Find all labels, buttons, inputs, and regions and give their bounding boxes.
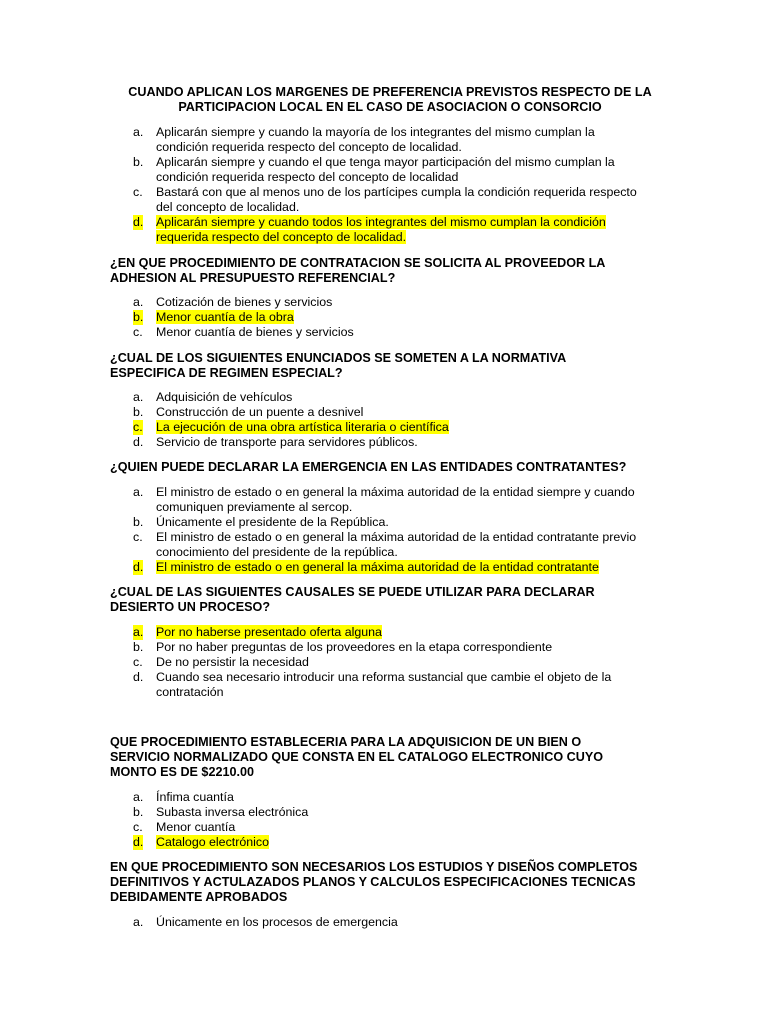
question-title-line: ¿CUAL DE LAS SIGUIENTES CAUSALES SE PUEDE UTILIZAR PARA DECLARAR: [110, 585, 595, 599]
option-d-correct: [0, 835, 768, 850]
option-text: [156, 820, 636, 835]
option-text-line: Cuando sea necesario introducir una reforma sustancial que cambie el objeto de la: [156, 670, 612, 684]
option-text: [156, 155, 636, 185]
option-letter: d.: [133, 835, 144, 849]
option-b: [0, 805, 768, 820]
option-text-line: Aplicarán siempre y cuando la mayoría de los integrantes del mismo cumplan la: [156, 125, 595, 139]
option-letter: d.: [133, 215, 144, 229]
option-text: [156, 405, 636, 420]
highlighted-answer-line: La ejecución de una obra artística literaria o científica: [156, 420, 449, 434]
question-3-title: [110, 351, 670, 381]
option-text: [156, 515, 636, 530]
option-text: [156, 215, 636, 245]
option-text-line: Bastará con que al menos uno de los partícipes cumpla la condición requerida respecto: [156, 185, 637, 199]
option-text: [156, 640, 636, 655]
question-title-line: DEBIDAMENTE APROBADOS: [110, 890, 288, 904]
option-text: [156, 185, 636, 215]
option-text: [156, 560, 636, 575]
option-b: [0, 640, 768, 655]
option-letter: c.: [133, 820, 143, 834]
option-text-line: Menor cuantía de bienes y servicios: [156, 325, 354, 339]
option-c: [0, 820, 768, 835]
option-text-line: Ínfima cuantía: [156, 790, 234, 804]
option-text: [156, 805, 636, 820]
option-text: [156, 310, 636, 325]
question-5-title: [110, 585, 670, 615]
option-text: [156, 420, 636, 435]
question-4-title: [110, 460, 670, 475]
option-text-line: El ministro de estado o en general la máxima autoridad de la entidad contratante previo: [156, 530, 637, 544]
option-d: [0, 435, 768, 450]
option-text: [156, 790, 636, 805]
option-c-correct: [0, 420, 768, 435]
option-c: [0, 655, 768, 670]
question-title-line: EN QUE PROCEDIMIENTO SON NECESARIOS LOS ESTUDIOS Y DISEÑOS COMPLETOS: [110, 860, 638, 874]
question-title-line: ¿EN QUE PROCEDIMIENTO DE CONTRATACION SE SOLICITA AL PROVEEDOR LA: [110, 256, 606, 270]
option-letter: a.: [133, 485, 144, 499]
question-title-line: ¿CUAL DE LOS SIGUIENTES ENUNCIADOS SE SOMETEN A LA NORMATIVA: [110, 351, 567, 365]
option-text-line: Por no haber preguntas de los proveedores en la etapa correspondiente: [156, 640, 553, 654]
option-c: [0, 530, 768, 560]
question-title-line: ESPECIFICA DE REGIMEN ESPECIAL?: [110, 366, 343, 380]
option-letter: b.: [133, 310, 144, 324]
option-text-line: contratación: [156, 685, 224, 699]
question-7-options: [0, 915, 768, 930]
option-text-line: Cotización de bienes y servicios: [156, 295, 333, 309]
option-letter: c.: [133, 530, 143, 544]
question-2-options: [0, 295, 768, 340]
option-text-line: condición requerida respecto del concepto de localidad.: [156, 140, 462, 154]
option-letter: c.: [133, 655, 143, 669]
question-title-line: PARTICIPACION LOCAL EN EL CASO DE ASOCIACION O CONSORCIO: [178, 100, 602, 114]
option-a: [0, 790, 768, 805]
option-letter: d.: [133, 435, 144, 449]
question-1-title: [110, 85, 670, 115]
option-text: [156, 295, 636, 310]
option-letter: a.: [133, 125, 144, 139]
option-text-line: Construcción de un puente a desnivel: [156, 405, 364, 419]
option-text-line: conocimiento del presidente de la república.: [156, 545, 398, 559]
question-4-options: [0, 485, 768, 575]
option-text: [156, 390, 636, 405]
option-a: [0, 295, 768, 310]
option-text-line: De no persistir la necesidad: [156, 655, 309, 669]
option-b: [0, 515, 768, 530]
option-text: [156, 915, 636, 930]
option-text-line: El ministro de estado o en general la máxima autoridad de la entidad siempre y cuando: [156, 485, 635, 499]
question-title-line: MONTO ES DE $2210.00: [110, 765, 254, 779]
question-title-line: DEFINITIVOS Y ACTULAZADOS PLANOS Y CALCULOS ESPECIFICACIONES TECNICAS: [110, 875, 636, 889]
option-letter: c.: [133, 185, 143, 199]
option-c: [0, 185, 768, 215]
option-text: [156, 325, 636, 340]
option-letter: a.: [133, 390, 144, 404]
option-text-line: del concepto de localidad.: [156, 200, 300, 214]
option-a: [0, 915, 768, 930]
option-b: [0, 155, 768, 185]
question-title-line: ADHESION AL PRESUPUESTO REFERENCIAL?: [110, 271, 396, 285]
option-b-correct: [0, 310, 768, 325]
option-text-line: Aplicarán siempre y cuando el que tenga mayor participación del mismo cumplan la: [156, 155, 615, 169]
option-text: [156, 835, 636, 850]
option-text: [156, 485, 636, 515]
option-letter: d.: [133, 560, 144, 574]
question-7-title: [110, 860, 670, 905]
option-letter: b.: [133, 515, 144, 529]
question-title-line: CUANDO APLICAN LOS MARGENES DE PREFERENCIA PREVISTOS RESPECTO DE LA: [128, 85, 652, 99]
option-letter: d.: [133, 670, 144, 684]
question-6-options: [0, 790, 768, 850]
option-text: [156, 530, 636, 560]
option-letter: a.: [133, 295, 144, 309]
option-letter: a.: [133, 625, 144, 639]
option-text-line: condición requerida respecto del concepto de localidad: [156, 170, 459, 184]
option-letter: c.: [133, 325, 143, 339]
option-letter: c.: [133, 420, 143, 434]
highlighted-answer-line: Por no haberse presentado oferta alguna: [156, 625, 382, 639]
question-title-line: SERVICIO NORMALIZADO QUE CONSTA EN EL CATALOGO ELECTRONICO CUYO: [110, 750, 604, 764]
option-a: [0, 125, 768, 155]
option-d: [0, 670, 768, 700]
option-letter: a.: [133, 790, 144, 804]
question-title-line: ¿QUIEN PUEDE DECLARAR LA EMERGENCIA EN LAS ENTIDADES CONTRATANTES?: [110, 460, 627, 474]
option-text-line: Servicio de transporte para servidores públicos.: [156, 435, 418, 449]
option-text: [156, 125, 636, 155]
option-text-line: Únicamente en los procesos de emergencia: [156, 915, 398, 929]
option-d-correct: [0, 560, 768, 575]
highlighted-answer-line: Menor cuantía de la obra: [156, 310, 294, 324]
option-text: [156, 655, 636, 670]
option-text: [156, 670, 636, 700]
option-text-line: Menor cuantía: [156, 820, 236, 834]
highlighted-answer-line: El ministro de estado o en general la máxima autoridad de la entidad contratante: [156, 560, 599, 574]
option-letter: b.: [133, 155, 144, 169]
highlighted-answer-line: Catalogo electrónico: [156, 835, 269, 849]
highlighted-answer-line: Aplicarán siempre y cuando todos los integrantes del mismo cumplan la condición: [156, 215, 606, 229]
option-a-correct: [0, 625, 768, 640]
option-letter: b.: [133, 640, 144, 654]
question-3-options: [0, 390, 768, 450]
option-text-line: Adquisición de vehículos: [156, 390, 293, 404]
option-d-correct: [0, 215, 768, 245]
option-a: [0, 485, 768, 515]
option-b: [0, 405, 768, 420]
question-1-options: [0, 125, 768, 245]
question-6-title: [110, 735, 670, 780]
question-title-line: DESIERTO UN PROCESO?: [110, 600, 271, 614]
highlighted-answer-line: requerida respecto del concepto de localidad.: [156, 230, 407, 244]
question-5-options: [0, 625, 768, 700]
option-c: [0, 325, 768, 340]
option-letter: b.: [133, 405, 144, 419]
question-2-title: [110, 256, 670, 286]
option-text: [156, 435, 636, 450]
option-text: [156, 625, 636, 640]
option-text-line: comuniquen previamente al sercop.: [156, 500, 353, 514]
option-letter: b.: [133, 805, 144, 819]
option-a: [0, 390, 768, 405]
option-text-line: Subasta inversa electrónica: [156, 805, 309, 819]
option-letter: a.: [133, 915, 144, 929]
question-title-line: QUE PROCEDIMIENTO ESTABLECERIA PARA LA ADQUISICION DE UN BIEN O: [110, 735, 582, 749]
option-text-line: Únicamente el presidente de la República.: [156, 515, 389, 529]
